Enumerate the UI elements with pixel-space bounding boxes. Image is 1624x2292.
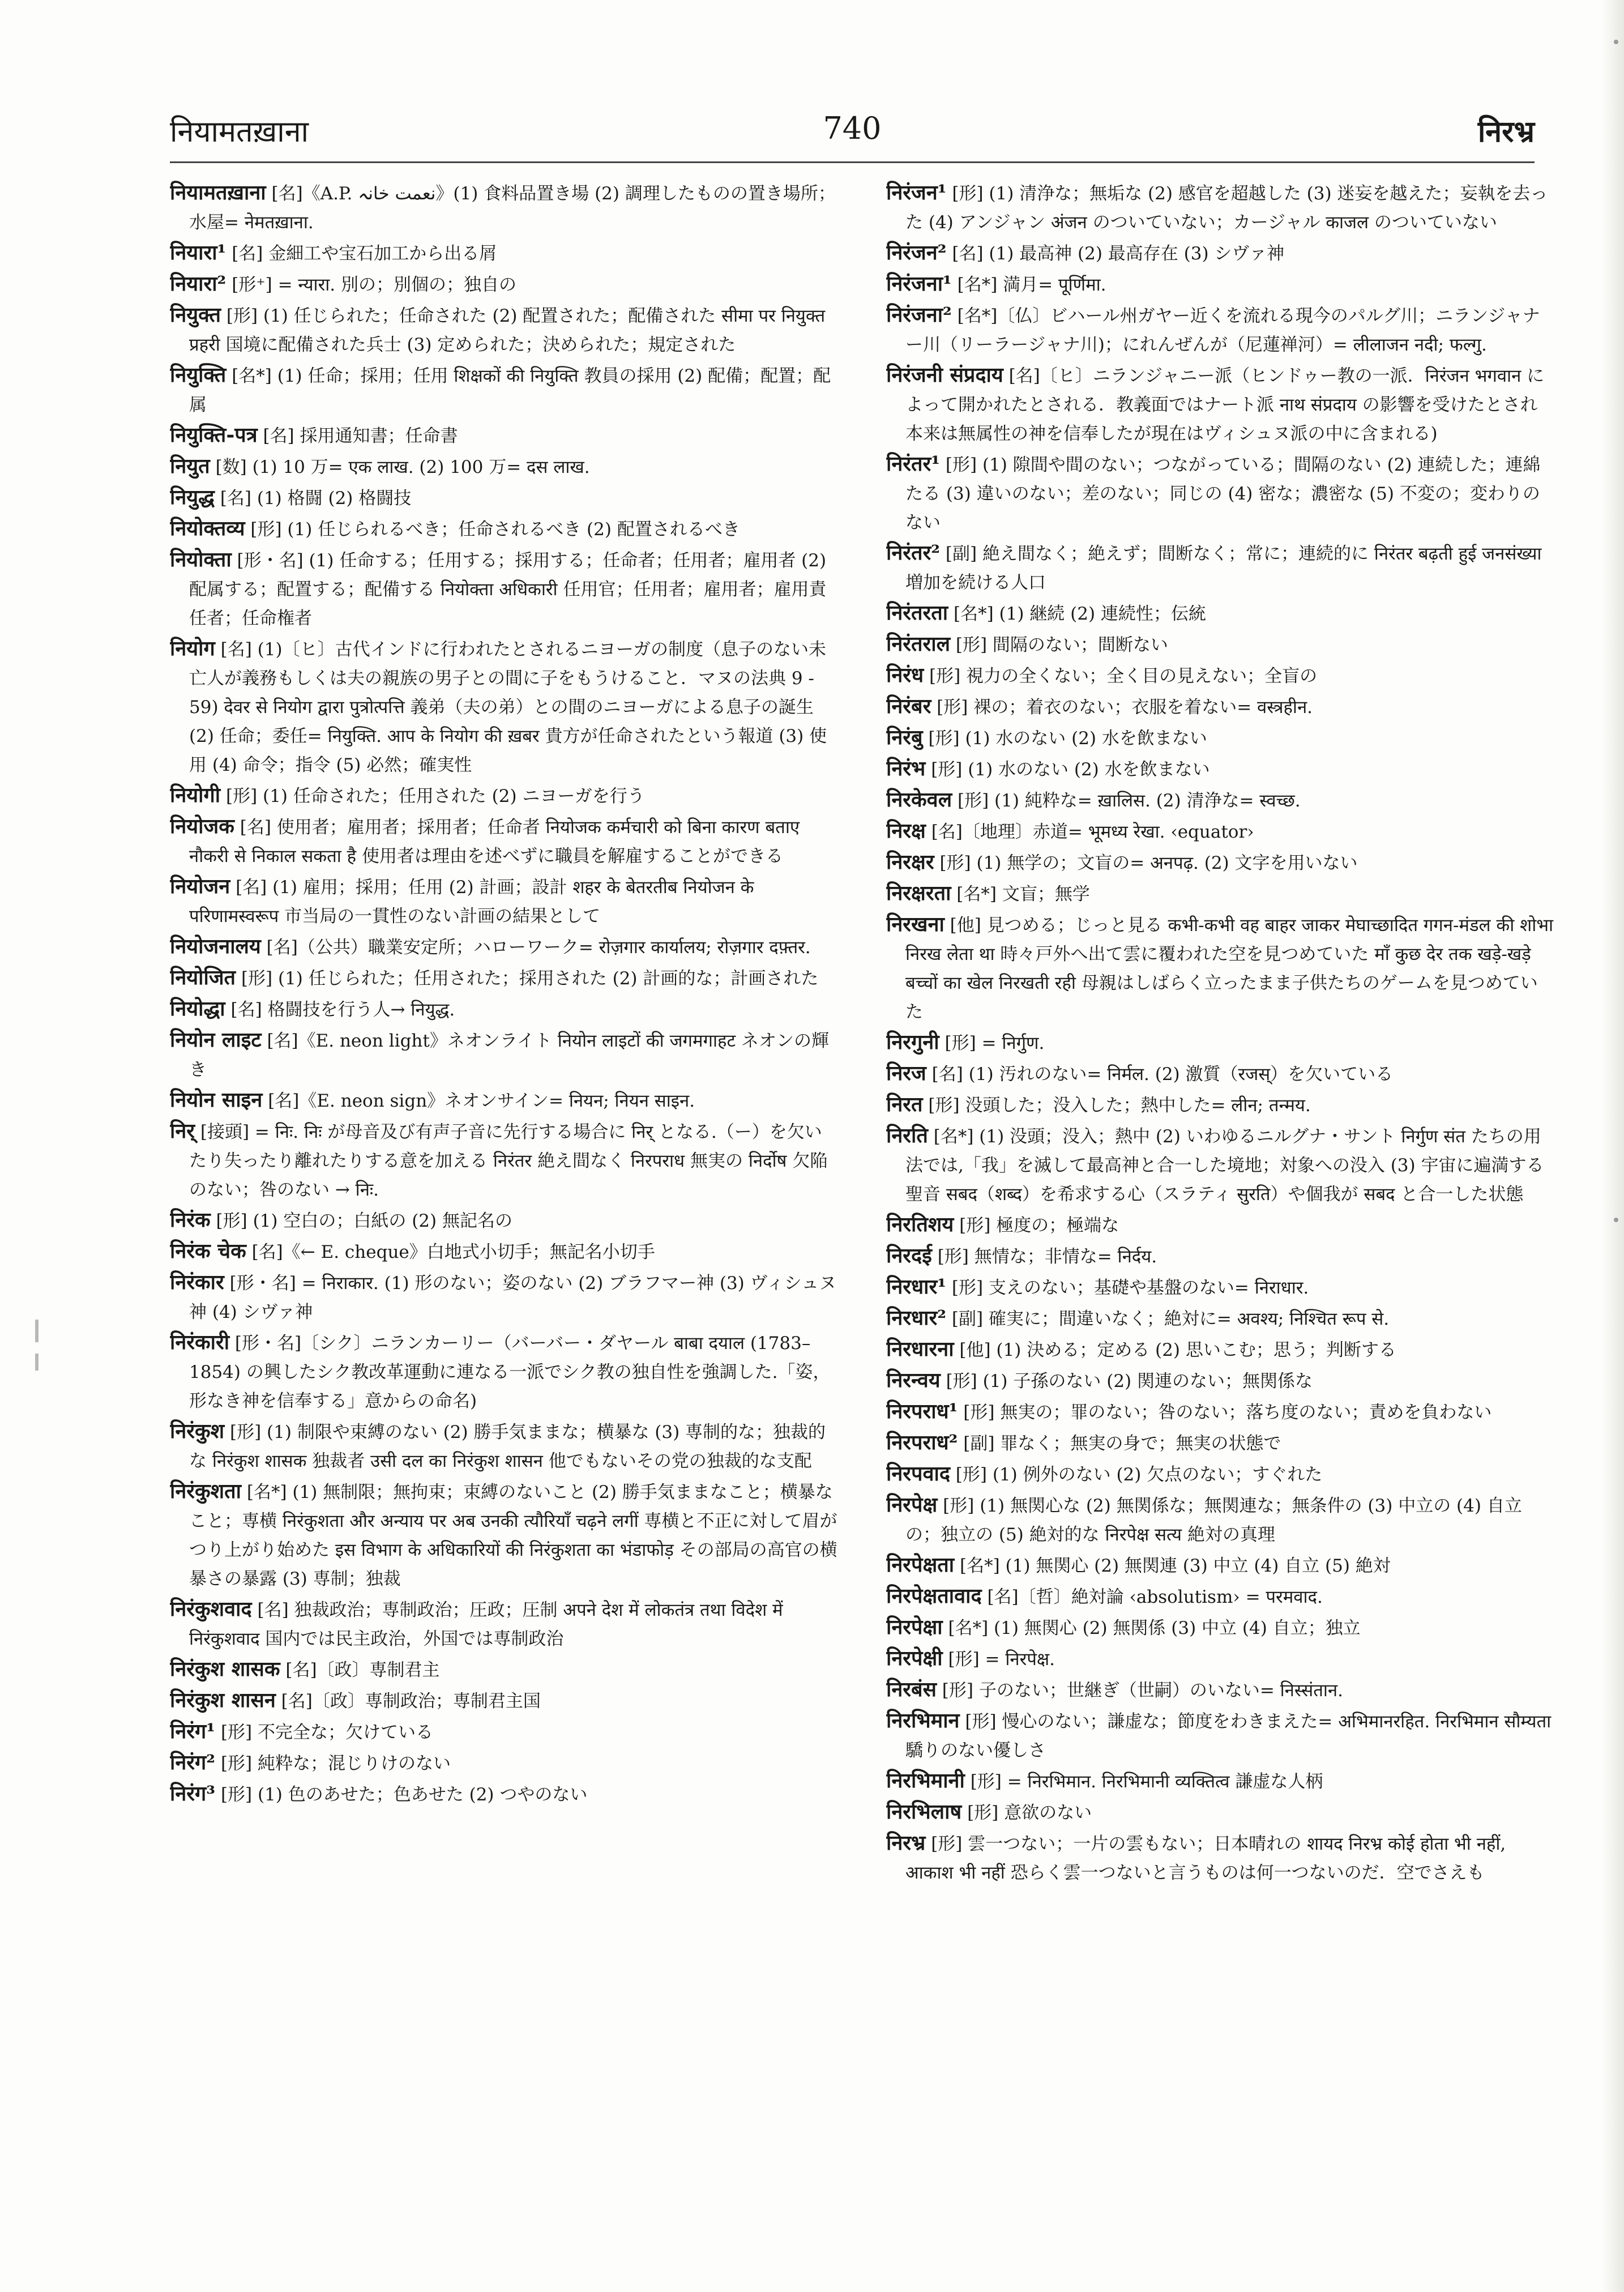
entry-headword: निरपेक्षा bbox=[886, 1615, 943, 1639]
entry-definition: [名]〔政〕専制君主 bbox=[285, 1660, 440, 1680]
dictionary-entry bbox=[886, 1090, 1554, 1120]
entry-headword: निरपेक्ष bbox=[886, 1493, 938, 1517]
entry-definition: [名] (1) 雇用；採用；任用 (2) 計画；設計 शहर के बेतरतीब नियोजन के परिणामस्वरूप 市当局の一貫性のない計画の結果として bbox=[189, 877, 754, 927]
entry-headword: निरक्षर bbox=[886, 850, 934, 874]
entry-headword: निरंकुश शासक bbox=[170, 1657, 280, 1681]
dictionary-entry bbox=[886, 1706, 1554, 1765]
entry-definition: [形] (1) 空白の；白紙の (2) 無記名の bbox=[216, 1211, 512, 1231]
entry-headword: निरति bbox=[886, 1124, 928, 1147]
entry-headword: निरत bbox=[886, 1092, 923, 1116]
dictionary-entry bbox=[886, 361, 1554, 449]
entry-definition: [名*] (1) 無関心 (2) 無関係 (3) 中立 (4) 自立；独立 bbox=[948, 1618, 1361, 1638]
dictionary-entry bbox=[886, 1798, 1554, 1828]
entry-headword: नियोजन bbox=[170, 874, 230, 898]
entry-definition: [形] (1) 子孫のない (2) 関連のない；無関係な bbox=[946, 1371, 1313, 1392]
entry-headword: निरतिशय bbox=[886, 1213, 954, 1236]
dictionary-entry bbox=[886, 1428, 1554, 1458]
entry-definition: [形] 不完全な；欠けている bbox=[220, 1722, 433, 1743]
entry-definition: [形] (1) 隙間や間のない；つながっている；間隔のない (2) 連続した；連綿たる (3) 違いのない；差のない；同じの (4) 密な；濃密な (5) 不変の；変わりのない bbox=[905, 455, 1541, 533]
entry-definition: [名] 独裁政治；専制政治；圧政；圧制 अपने देश में लोकतंत्र तथा विदेश में निरंकुशवाद 国内では民主政治，外国では専制政治 bbox=[189, 1600, 783, 1649]
entry-definition: [形] 没頭した；没入した；熱中した= लीन; तन्मय. bbox=[928, 1095, 1311, 1116]
dictionary-entry bbox=[170, 963, 838, 993]
entry-headword: निरक्ष bbox=[886, 819, 926, 843]
entry-headword: निरंग³ bbox=[170, 1782, 216, 1806]
dictionary-entry bbox=[886, 1366, 1554, 1396]
dictionary-entry bbox=[886, 1273, 1554, 1303]
dictionary-entry bbox=[170, 1717, 838, 1747]
entry-headword: नियोन लाइट bbox=[170, 1028, 262, 1052]
dictionary-entry bbox=[886, 1582, 1554, 1612]
page-number: 740 bbox=[823, 110, 882, 146]
entry-headword: नियुत bbox=[170, 454, 210, 478]
entry-definition: [形] = निरपेक्ष. bbox=[948, 1649, 1055, 1670]
entry-definition: [形・名] (1) 任命する；任用する；採用する；任命者；任用者；雇用者 (2) 配属する；配置する；配備する नियोक्ता अधिकारी 任用官；任用者；雇用者；雇用責任者；任命権者 bbox=[189, 550, 827, 629]
entry-definition: [他] (1) 決める；定める (2) 思いこむ；思う；判断する bbox=[959, 1340, 1396, 1360]
dictionary-entry bbox=[886, 692, 1554, 722]
entry-headword: निरंकुश शासन bbox=[170, 1688, 276, 1712]
entry-headword: निरभिमान bbox=[886, 1709, 960, 1732]
left-column bbox=[170, 178, 838, 2240]
dictionary-entry bbox=[886, 630, 1554, 660]
entry-headword: निरंभ bbox=[886, 757, 926, 780]
entry-headword: नियोग bbox=[170, 637, 215, 660]
entry-definition: [名]《A.P. نعمت خانہ》(1) 食料品置き場 (2) 調理したものの置き場所；水屋= नेमतख़ाना. bbox=[189, 183, 836, 233]
entry-headword: नियोजक bbox=[170, 814, 234, 838]
stray-mark bbox=[35, 1354, 39, 1371]
entry-headword: निरबंस bbox=[886, 1678, 937, 1701]
dictionary-entry bbox=[170, 301, 838, 360]
entry-headword: निरंक चेक bbox=[170, 1239, 246, 1263]
entry-headword: नियोगी bbox=[170, 783, 221, 807]
dictionary-entry bbox=[170, 270, 838, 300]
entry-definition: [形] (1) 任じられた；任用された；採用された (2) 計画的な；計画された bbox=[241, 968, 819, 989]
dictionary-entry bbox=[170, 361, 838, 420]
binder-mark bbox=[1614, 40, 1618, 44]
entry-definition: [形] = निरभिमान. निरभिमानी व्यक्तित्व 謙虚な人柄 bbox=[970, 1772, 1323, 1792]
entry-headword: निरंजना¹ bbox=[886, 272, 952, 296]
dictionary-entry bbox=[170, 1237, 838, 1267]
entry-headword: नियारा² bbox=[170, 272, 226, 296]
entry-headword: नियोक्तव्य bbox=[170, 517, 245, 540]
dictionary-entry bbox=[170, 1477, 838, 1594]
entry-headword: निरदई bbox=[886, 1244, 932, 1267]
entry-headword: नियोजित bbox=[170, 966, 236, 989]
dictionary-entry bbox=[170, 483, 838, 513]
entry-definition: [名*] (1) 没頭；没入；熱中 (2) いわゆるニルグナ・サント निर्गुण संत たちの用法では,「我」を滅して最高神と合一した境地；対象への没入 (3) 宇宙に遍満する聖音 सबद（शब्द）を希求する心（スラティ सुरति）や個我が सबद と合一した状態 bbox=[905, 1126, 1544, 1205]
dictionary-entry bbox=[170, 1086, 838, 1116]
entry-headword: निरंग¹ bbox=[170, 1719, 216, 1743]
entry-headword: निरधार² bbox=[886, 1306, 946, 1330]
entry-headword: निरंकारी bbox=[170, 1330, 230, 1354]
dictionary-entry bbox=[170, 1686, 838, 1716]
dictionary-entry bbox=[170, 1595, 838, 1654]
entry-headword: निरंकार bbox=[170, 1270, 224, 1294]
dictionary-entry bbox=[170, 932, 838, 962]
dictionary-entry bbox=[170, 452, 838, 482]
entry-headword: निरधारना bbox=[886, 1337, 954, 1361]
entry-definition: [他] 見つめる；じっと見る कभी-कभी वह बाहर जाकर मेघाच्छादित गगन-मंडल की शोभा निरख लेता था 時々戸外へ出て雲に覆われた空を見つめていた माँ कुछ देर तक खड़े-खड़े बच्चों का खेल निरखती रही 母親はしばらく立ったまま子供たちのゲームを見つめていた bbox=[905, 915, 1554, 1022]
entry-headword: निरंजन¹ bbox=[886, 181, 947, 204]
dictionary-entry bbox=[170, 1268, 838, 1327]
entry-definition: [形] (1) 任じられるべき；任命されるべき (2) 配置されるべき bbox=[250, 519, 740, 540]
entry-headword: नियोद्धा bbox=[170, 997, 225, 1021]
dictionary-entry bbox=[886, 1059, 1554, 1089]
entry-headword: निरंबर bbox=[886, 694, 931, 718]
entry-definition: [形] 視力の全くない；全く目の見えない；全盲の bbox=[929, 666, 1318, 686]
entry-definition: [名] (1) 汚れのない= निर्मल. (2) 激質（रजस्）を欠いている bbox=[931, 1064, 1394, 1085]
entry-definition: [形] 無情な；非情な= निर्दय. bbox=[937, 1247, 1157, 1267]
entry-definition: [名] 採用通知書；任命書 bbox=[263, 426, 458, 446]
dictionary-entry bbox=[170, 812, 838, 871]
entry-definition: [名] (1) 格闘 (2) 格闘技 bbox=[220, 488, 412, 509]
dictionary-entry bbox=[170, 995, 838, 1025]
page-header bbox=[170, 110, 1535, 156]
dictionary-entry bbox=[886, 1675, 1554, 1705]
dictionary-entry bbox=[886, 270, 1554, 300]
entry-definition: [形] (1) 無学の；文盲の= अनपढ़. (2) 文字を用いない bbox=[939, 853, 1358, 873]
dictionary-entry bbox=[886, 1028, 1554, 1058]
entry-definition: [形・名]〔シク〕ニランカーリー（バーバー・ダヤール बाबा दयाल (1783–1854) の興したシク教改革運動に連なる一派でシク教の独自性を強調した.「姿，形なき神を信奉する」意からの命名) bbox=[189, 1333, 831, 1411]
entry-definition: [名]〔政〕専制政治；専制君主国 bbox=[281, 1691, 541, 1711]
dictionary-entry bbox=[886, 1551, 1554, 1581]
entry-headword: निरभिमानी bbox=[886, 1769, 965, 1792]
entry-definition: [名] 金細工や宝石加工から出る屑 bbox=[232, 244, 497, 264]
dictionary-entry bbox=[886, 178, 1554, 237]
entry-headword: नियारा¹ bbox=[170, 241, 226, 264]
entry-headword: निरपवाद bbox=[886, 1462, 950, 1486]
dictionary-entry bbox=[170, 1417, 838, 1476]
entry-definition: [名*] (1) 任命；採用；任用 शिक्षकों की नियुक्ति 教員の採用 (2) 配備；配置；配属 bbox=[189, 366, 831, 415]
entry-definition: [名]《E. neon light》ネオンライト नियोन लाइटों की जगमगाहट ネオンの輝き bbox=[189, 1031, 829, 1080]
entry-headword: निरंजनी संप्रदाय bbox=[886, 363, 1003, 387]
entry-headword: नियोजनालय bbox=[170, 934, 261, 958]
entry-definition: [名]《E. neon sign》ネオンサイン= नियन; नियन साइन. bbox=[268, 1091, 695, 1111]
dictionary-entry bbox=[886, 1829, 1554, 1888]
dictionary-entry bbox=[170, 514, 838, 544]
entry-definition: [名]《← E. cheque》白地式小切手；無記名小切手 bbox=[251, 1242, 655, 1262]
dictionary-entry bbox=[886, 301, 1554, 360]
dictionary-entry bbox=[170, 421, 838, 451]
entry-headword: नियुक्ति-पत्र bbox=[170, 423, 258, 447]
entry-headword: निरपराध² bbox=[886, 1431, 958, 1454]
entry-definition: [名] (1)〔ヒ〕古代インドに行われたとされるニヨーガの制度（息子のない未亡人が義務もしくは夫の親族の男子との間に子をもうけること．マヌの法典 9 - 59) देवर से नियोग द्वारा पुत्रोत्पत्ति 義弟（夫の弟）との間のニヨーガによる息子の誕生 (2) 任命；委任= नियुक्ति. आप के नियोग की ख़बर 貴方が任命されたという報道 (3) 使用 (4) 命令；指令 (5) 必然；確実性 bbox=[189, 639, 827, 775]
entry-definition: [名*] 満月= पूर्णिमा. bbox=[957, 275, 1106, 295]
dictionary-entry bbox=[170, 1206, 838, 1236]
dictionary-entry bbox=[170, 178, 838, 237]
entry-definition: [形] (1) 色のあせた；色あせた (2) つやのない bbox=[220, 1785, 588, 1805]
dictionary-entry bbox=[886, 910, 1554, 1027]
entry-headword: निरंजना² bbox=[886, 303, 952, 327]
entry-definition: [名*] (1) 継続 (2) 連続性；伝統 bbox=[953, 604, 1206, 624]
entry-definition: [形⁺] = न्यारा. 別の；別個の；独自の bbox=[232, 275, 516, 295]
entry-definition: [副] 罪なく；無実の身で；無実の状態で bbox=[963, 1433, 1281, 1454]
dictionary-entry bbox=[170, 545, 838, 633]
entry-headword: निरंतराल bbox=[886, 632, 951, 656]
entry-definition: [形] (1) 水のない (2) 水を飲まない bbox=[928, 728, 1207, 749]
entry-headword: निरपेक्षता bbox=[886, 1553, 955, 1577]
entry-headword: निरभ्र bbox=[886, 1831, 926, 1855]
dictionary-entry bbox=[170, 634, 838, 780]
header-rule bbox=[170, 161, 1535, 163]
entry-headword: निरंक bbox=[170, 1208, 211, 1232]
entry-definition: [名] 格闘技を行う人→ नियुद्ध. bbox=[230, 1000, 455, 1020]
entry-definition: [形] 意欲のない bbox=[967, 1803, 1092, 1823]
entry-definition: [名*] (1) 無関心 (2) 無関連 (3) 中立 (4) 自立 (5) 絶対 bbox=[960, 1556, 1391, 1576]
entry-headword: नियोन साइन bbox=[170, 1088, 263, 1112]
entry-headword: निरंकुशवाद bbox=[170, 1597, 252, 1621]
entry-definition: [名*] 文盲；無学 bbox=[956, 884, 1090, 904]
dictionary-entry bbox=[886, 786, 1554, 816]
entry-definition: [形] (1) 制限や束縛のない (2) 勝手気ままな；横暴な (3) 専制的な；独裁的な निरंकुश शासक 独裁者 उसी दल का निरंकुश शासन 他でもないその党の独裁的な支配 bbox=[189, 1422, 826, 1471]
entry-headword: निरन्वय bbox=[886, 1368, 941, 1392]
entry-headword: नियुक्ति bbox=[170, 363, 226, 387]
dictionary-entry bbox=[886, 1766, 1554, 1796]
dictionary-entry bbox=[886, 661, 1554, 691]
entry-definition: [形] 純粋な；混じりけのない bbox=[220, 1753, 451, 1774]
entry-headword: निरभिलाष bbox=[886, 1800, 962, 1824]
dictionary-entry bbox=[886, 1241, 1554, 1271]
entry-headword: निरंग² bbox=[170, 1751, 216, 1774]
entry-definition: [名]〔ヒ〕ニランジャニー派（ヒンドゥー教の一派．निरंजन भगवान によって開かれたとされる．教義面ではナート派 नाथ संप्रदाय の影響を受けたとされ本来は無属性の神を信奉したが現在はヴィシュヌ派の中に含まれる) bbox=[905, 366, 1545, 444]
dictionary-entry bbox=[886, 723, 1554, 753]
entry-definition: [接頭] = निः. निः が母音及び有声子音に先行する場合に निर् となる.（ー）を欠いたり失ったり離れたりする意を加える निरंतर 絶え間なく निरपराध 無実の निर्दोष 欠陥のない；咎のない → निः. bbox=[189, 1122, 828, 1200]
entry-definition: [形] 間隔のない；間断ない bbox=[955, 635, 1168, 655]
entry-headword: निरंकुश bbox=[170, 1419, 225, 1443]
entry-headword: निरंतर² bbox=[886, 541, 941, 565]
entry-definition: [名] 使用者；雇用者；採用者；任命者 नियोजक कर्मचारी को बिना कारण बताए नौकरी से निकाल सकता है 使用者は理由を述べずに職員を解雇することができる bbox=[189, 817, 800, 867]
entry-definition: [形] (1) 水のない (2) 水を飲まない bbox=[931, 759, 1210, 780]
dictionary-entry bbox=[170, 781, 838, 811]
header-left-guideword: नियामतख़ाना bbox=[170, 115, 309, 149]
entry-definition: [名]〔地理〕赤道= भूमध्य रेखा. ‹equator› bbox=[931, 822, 1254, 842]
dictionary-entry bbox=[886, 1304, 1554, 1334]
dictionary-entry bbox=[170, 1117, 838, 1205]
dictionary-entry bbox=[170, 1026, 838, 1085]
entry-headword: निरंतरता bbox=[886, 601, 948, 625]
entry-definition: [形] (1) 清浄な；無垢な (2) 感官を超越した (3) 迷妄を越えた；妄執を去った (4) アンジャン अंजन のついていない；カージャル काजल のついていない bbox=[905, 183, 1548, 233]
entry-definition: [形] (1) 任命された；任用された (2) ニヨーガを行う bbox=[225, 786, 645, 806]
entry-headword: निरक्षरता bbox=[886, 881, 951, 905]
entry-definition: [形] (1) 無関心な (2) 無関係な；無関連な；無条件の (3) 中立の (4) 自立の；独立の (5) 絶対的な निरपेक्ष सत्य 絶対の真理 bbox=[905, 1496, 1522, 1545]
entry-definition: [名]（公共）職業安定所；ハローワーク= रोज़गार कार्यालय; रोज़गार दफ़्तर. bbox=[266, 937, 811, 958]
stray-mark bbox=[35, 1320, 39, 1342]
entry-headword: निरंबु bbox=[886, 725, 923, 749]
dictionary-entry bbox=[886, 1121, 1554, 1209]
dictionary-entry bbox=[170, 872, 838, 931]
dictionary-entry bbox=[170, 1655, 838, 1685]
entry-definition: [形] 子のない；世継ぎ（世嗣）のいない= निस्संतान. bbox=[942, 1680, 1343, 1701]
entry-headword: नियामतख़ाना bbox=[170, 181, 266, 204]
entry-definition: [形] (1) 例外のない (2) 欠点のない；すぐれた bbox=[955, 1465, 1323, 1485]
dictionary-entry bbox=[886, 1613, 1554, 1643]
entry-headword: निरंतर¹ bbox=[886, 452, 941, 476]
header-right-guideword: निरभ्र bbox=[1477, 114, 1535, 149]
entry-headword: नियोक्ता bbox=[170, 548, 232, 571]
dictionary-entry bbox=[886, 879, 1554, 909]
entry-headword: नियुक्त bbox=[170, 303, 221, 327]
dictionary-entry bbox=[886, 817, 1554, 847]
binder-mark bbox=[1614, 1218, 1618, 1222]
dictionary-entry bbox=[886, 1335, 1554, 1365]
entry-definition: [形] 慢心のない；謙虚な；節度をわきまえた= अभिमानरहित. निरभिमान सौम्यता 驕りのない優しさ bbox=[905, 1711, 1552, 1761]
entry-headword: निरपेक्षी bbox=[886, 1646, 943, 1670]
entry-headword: निरंध bbox=[886, 663, 924, 687]
entry-definition: [名*]〔仏〕ビハール州ガヤー近くを流れる現今のパルグ川；ニランジャナー川（リーラージャナ川)；にれんぜんが（尼蓮禅河）= लीलाजन नदी; फल्गु. bbox=[905, 306, 1540, 355]
entry-definition: [形] 無実の；罪のない；咎のない；落ち度のない；責めを負わない bbox=[963, 1402, 1492, 1423]
dictionary-entry bbox=[886, 848, 1554, 878]
entry-headword: निरकेवल bbox=[886, 788, 952, 812]
dictionary-entry bbox=[170, 238, 838, 268]
dictionary-entry bbox=[886, 754, 1554, 784]
entry-headword: निरपेक्षतावाद bbox=[886, 1584, 982, 1608]
dictionary-entry bbox=[886, 450, 1554, 537]
entry-definition: [形] 極度の；極端な bbox=[959, 1215, 1119, 1236]
right-column bbox=[886, 178, 1554, 2240]
dictionary-entry bbox=[886, 1397, 1554, 1427]
dictionary-entry bbox=[886, 1644, 1554, 1674]
entry-definition: [副] 絶え間なく；絶えず；間断なく；常に；連続的に निरंतर बढ़ती हुई जनसंख्या 増加を続ける人口 bbox=[905, 544, 1542, 593]
entry-definition: [数] (1) 10 万= एक लाख. (2) 100 万= दस लाख. bbox=[215, 457, 590, 477]
dictionary-entry bbox=[886, 1459, 1554, 1489]
entry-definition: [形] = निर्गुण. bbox=[945, 1033, 1045, 1053]
entry-definition: [名]〔哲〕絶対論 ‹absolutism› = परमवाद. bbox=[987, 1587, 1323, 1607]
dictionary-entry bbox=[170, 1779, 838, 1809]
entry-headword: नियुद्ध bbox=[170, 485, 215, 509]
dictionary-entry bbox=[886, 238, 1554, 268]
dictionary-entry bbox=[886, 539, 1554, 597]
entry-headword: निरगुनी bbox=[886, 1030, 939, 1054]
entry-headword: निरखना bbox=[886, 912, 945, 936]
entry-definition: [形] 支えのない；基礎や基盤のない= निराधार. bbox=[951, 1278, 1309, 1298]
entry-definition: [名*] (1) 無制限；無拘束；束縛のないこと (2) 勝手気ままなこと；横暴なこと；専横 निरंकुशता और अन्याय पर अब उनकी त्यौरियाँ चढ़ने लगीं 専横と不正に対して眉がつり上がり始めた इस विभाग के अधिकारियों की निरंकुशता का भंडाफोड़ その部局の高官の横暴さの暴露 (3) 専制；独裁 bbox=[189, 1482, 837, 1589]
entry-definition: [形] 裸の；着衣のない；衣服を着ない= वस्त्रहीन. bbox=[937, 697, 1313, 718]
dictionary-entry bbox=[886, 1210, 1554, 1240]
dictionary-entry bbox=[170, 1748, 838, 1778]
entry-definition: [形・名] = निराकार. (1) 形のない；姿のない (2) ブラフマー神 (3) ヴィシュヌ神 (4) シヴァ神 bbox=[189, 1273, 837, 1322]
entry-headword: निरंजन² bbox=[886, 241, 947, 264]
dictionary-entry bbox=[886, 1491, 1554, 1550]
entry-definition: [形] 雲一つない；一片の雲もない；日本晴れの शायद निरभ्र कोई होता भी नहीं, आकाश भी नहीं 恐らく雲一つないと言うものは何一つないのだ．空でさえも bbox=[905, 1834, 1506, 1883]
entry-headword: निरधार¹ bbox=[886, 1275, 946, 1299]
entry-headword: निर् bbox=[170, 1119, 195, 1143]
entry-definition: [形] (1) 任じられた；任命された (2) 配置された；配備された सीमा पर नियुक्त प्रहरी 国境に配備された兵士 (3) 定められた；決められた；規定された bbox=[189, 306, 826, 355]
dictionary-entry bbox=[170, 1328, 838, 1416]
entry-definition: [形] (1) 純粋な= ख़ालिस. (2) 清浄な= स्वच्छ. bbox=[957, 791, 1301, 811]
entry-headword: निरपराध¹ bbox=[886, 1399, 958, 1423]
entry-headword: निरंकुशता bbox=[170, 1479, 242, 1503]
dictionary-entry bbox=[886, 599, 1554, 629]
entry-definition: [副] 確実に；間違いなく；絶対に= अवश्य; निश्चित रूप से. bbox=[951, 1309, 1390, 1329]
entry-headword: निरज bbox=[886, 1061, 926, 1085]
entry-definition: [名] (1) 最高神 (2) 最高存在 (3) シヴァ神 bbox=[952, 244, 1285, 264]
binder-edge bbox=[1601, 0, 1624, 2292]
